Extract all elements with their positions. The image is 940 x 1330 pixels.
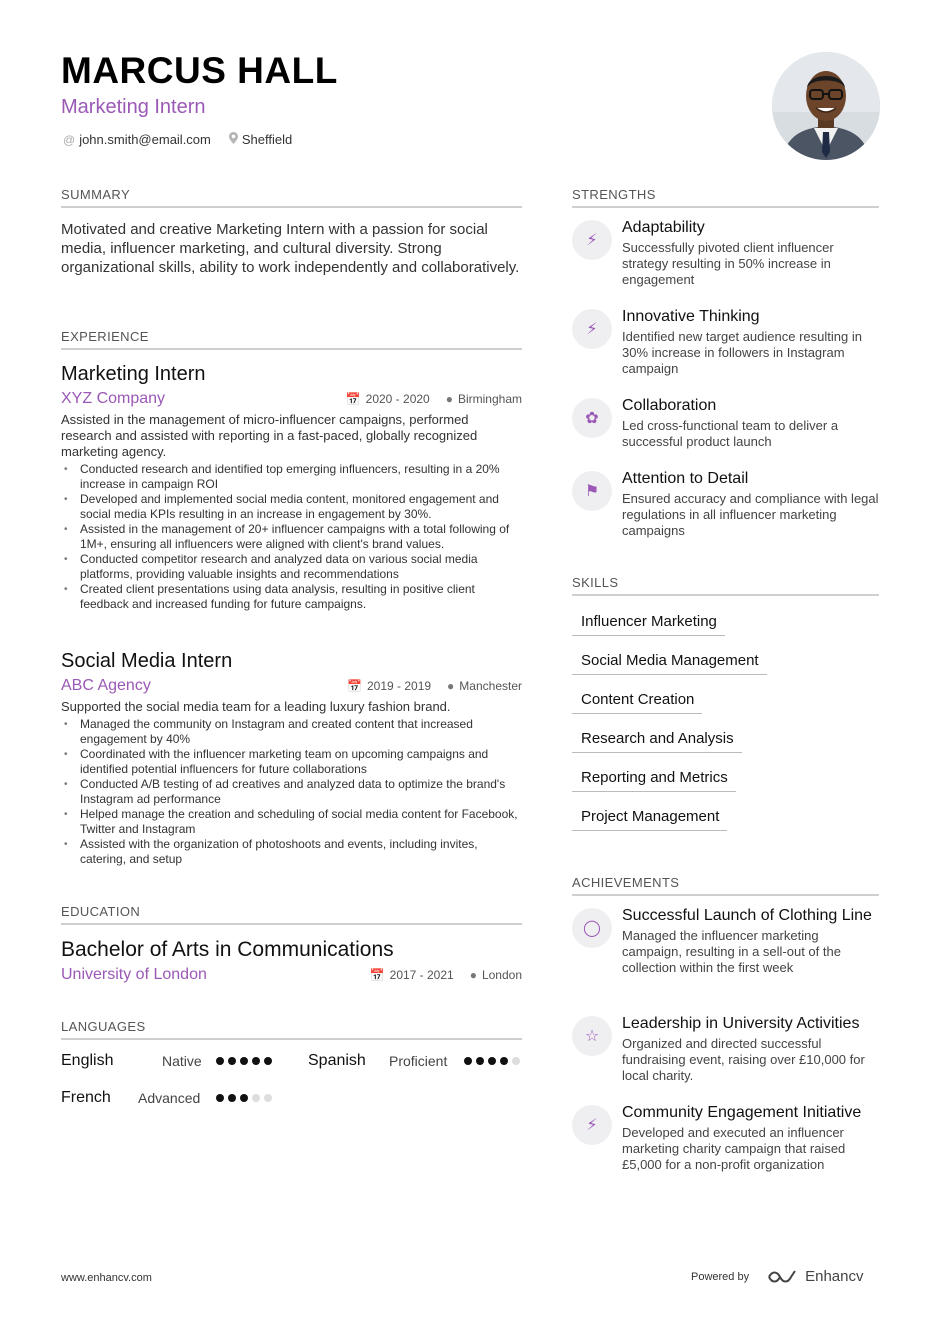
email-text: john.smith@email.com — [79, 132, 211, 147]
location-pin-icon: ● — [469, 968, 477, 982]
location-text: Sheffield — [241, 132, 293, 147]
job-title: Social Media Intern — [61, 650, 233, 672]
job-location: ● Birmingham — [445, 392, 522, 406]
bullet-item: • Assisted with the organization of photoshoots and events, including invites, catering, and setup — [61, 837, 522, 867]
rating-dot-empty — [512, 1057, 520, 1065]
summary-text: Motivated and creative Marketing Intern with a passion for social media, influencer marketing, and cultural diversity. Strong organizational skills, ability to work independently and collaboratively. — [61, 221, 520, 276]
rating-dot-filled — [464, 1057, 472, 1065]
candidate-name: MARCUS HALL — [61, 50, 338, 91]
bullet-item: • Conducted A/B testing of ad creatives and analyzed data to optimize the brand's Instagram ad performance — [61, 777, 522, 807]
strength-title: Attention to Detail — [622, 470, 749, 487]
strength-title: Innovative Thinking — [622, 308, 760, 325]
calendar-icon: 📅 — [369, 968, 385, 982]
skill-tag: Content Creation — [572, 691, 702, 714]
achievement-desc: Organized and directed successful fundraising event, raising over £10,000 for local charity. — [622, 1036, 865, 1083]
strength-item — [572, 396, 880, 450]
brand-name: Enhancv — [805, 1268, 864, 1285]
calendar-icon: 📅 — [347, 679, 362, 693]
achievement-title: Community Engagement Initiative — [622, 1104, 862, 1121]
language-item — [308, 1052, 520, 1070]
language-level: Native — [162, 1053, 202, 1069]
degree-title: Bachelor of Arts in Communications — [61, 938, 394, 961]
achievement-item — [572, 1014, 880, 1084]
language-name: English — [61, 1052, 114, 1069]
achievement-title: Leadership in University Activities — [622, 1015, 860, 1032]
language-rating — [216, 1057, 272, 1065]
experience-entry — [61, 650, 522, 867]
school-name: University of London — [61, 966, 207, 983]
footer-url[interactable]: www.enhancv.com — [61, 1272, 152, 1284]
edu-dates: 📅 2017 - 2021 — [369, 968, 454, 982]
bolt-icon: ⚡︎ — [572, 1105, 612, 1145]
strength-desc: Identified new target audience resulting in 30% increase in followers in Instagram campaign — [622, 329, 862, 376]
education-entry — [61, 938, 522, 984]
rating-dot-filled — [216, 1094, 224, 1102]
bullet-item: • Conducted research and identified top emerging influencers, resulting in a 20% increase in campaign ROI — [61, 462, 522, 492]
at-icon: @ — [63, 132, 76, 147]
bolt-icon: ⚡︎ — [572, 309, 612, 349]
contact-info — [63, 132, 292, 147]
skill-tag: Research and Analysis — [572, 730, 742, 753]
brand-logo[interactable] — [767, 1268, 863, 1285]
strength-title: Collaboration — [622, 397, 717, 414]
company-name: XYZ Company — [61, 390, 166, 407]
job-bullets — [61, 717, 522, 867]
bullet-item: • Coordinated with the influencer marketing team on upcoming campaigns and identified potential influencers for future collaborations — [61, 747, 522, 777]
skill-tag: Reporting and Metrics — [572, 769, 736, 792]
job-bullets — [61, 462, 522, 612]
rating-dot-empty — [252, 1094, 260, 1102]
bullet-item: • Created client presentations using data analysis, resulting in positive client feedback and increased funding for future campaigns. — [61, 582, 522, 612]
star-icon: ☆ — [572, 1016, 612, 1056]
job-dates: 📅 2019 - 2019 — [347, 679, 432, 693]
rating-dot-filled — [500, 1057, 508, 1065]
edu-location: ● London — [469, 968, 522, 982]
flag-icon: ⚑ — [572, 471, 612, 511]
skills-heading: SKILLS — [572, 575, 879, 596]
skill-tag: Influencer Marketing — [572, 613, 725, 636]
bullet-item: • Helped manage the creation and scheduling of social media content for Facebook, Twitter and Instagram — [61, 807, 522, 837]
company-name: ABC Agency — [61, 677, 151, 694]
strength-desc: Successfully pivoted client influencer strategy resulting in 50% increase in engagement — [622, 240, 834, 287]
rating-dot-filled — [476, 1057, 484, 1065]
bolt-icon: ⚡︎ — [572, 220, 612, 260]
rating-dot-filled — [240, 1094, 248, 1102]
location-pin-icon — [229, 132, 238, 147]
bullet-item: • Developed and implemented social media content, monitored engagement and social media KPIs resulting in an increase in engagement by 30%. — [61, 492, 522, 522]
job-description: Assisted in the management of micro-influencer campaigns, performed research and assisted with reporting in a fast-paced, globally recognized marketing agency. — [61, 412, 478, 459]
language-level: Advanced — [138, 1090, 201, 1106]
achievement-desc: Developed and executed an influencer marketing charity campaign that raised £5,000 for a non-profit organization — [622, 1125, 846, 1172]
achievement-item — [572, 906, 880, 976]
profile-photo — [772, 52, 880, 160]
bullet-item: • Conducted competitor research and analyzed data on various social media platforms, providing valuable insights and recommendations — [61, 552, 522, 582]
achievement-desc: Managed the influencer marketing campaign, resulting in a sell-out of the collection within the first week — [622, 928, 841, 975]
strength-item — [572, 307, 880, 377]
achievements-heading: ACHIEVEMENTS — [572, 875, 879, 896]
language-item — [61, 1052, 272, 1070]
experience-heading: EXPERIENCE — [61, 329, 522, 350]
strength-desc: Ensured accuracy and compliance with legal regulations in all influencer marketing campaigns — [622, 491, 879, 538]
strength-title: Adaptability — [622, 219, 705, 236]
skill-tag: Social Media Management — [572, 652, 767, 675]
rating-dot-filled — [488, 1057, 496, 1065]
job-title: Marketing Intern — [61, 363, 206, 385]
candidate-role: Marketing Intern — [61, 96, 206, 118]
strength-desc: Led cross-functional team to deliver a successful product launch — [622, 418, 839, 449]
strength-item — [572, 469, 880, 539]
powered-by-label: Powered by — [691, 1270, 750, 1283]
language-name: French — [61, 1089, 111, 1106]
job-dates: 📅 2020 - 2020 — [345, 392, 430, 406]
strengths-heading: STRENGTHS — [572, 187, 879, 208]
location-pin-icon: ● — [447, 679, 455, 693]
rating-dot-filled — [264, 1057, 272, 1065]
language-rating — [216, 1094, 272, 1102]
language-rating — [464, 1057, 520, 1065]
rating-dot-filled — [252, 1057, 260, 1065]
summary-heading: SUMMARY — [61, 187, 522, 208]
lightbulb-icon: ◯ — [572, 908, 612, 948]
enhancv-logo-icon — [767, 1269, 799, 1285]
education-heading: EDUCATION — [61, 904, 522, 925]
footer-branding — [691, 1268, 863, 1285]
rating-dot-filled — [228, 1057, 236, 1065]
rating-dot-empty — [264, 1094, 272, 1102]
job-description: Supported the social media team for a leading luxury fashion brand. — [61, 699, 451, 714]
location-item — [229, 132, 292, 147]
achievement-title: Successful Launch of Clothing Line — [622, 907, 872, 924]
bullet-item: • Managed the community on Instagram and created content that increased engagement by 40% — [61, 717, 522, 747]
experience-entry — [61, 363, 522, 612]
rating-dot-filled — [240, 1057, 248, 1065]
award-icon: ✿ — [572, 398, 612, 438]
languages-heading: LANGUAGES — [61, 1019, 522, 1040]
strength-item — [572, 218, 880, 288]
skill-tag: Project Management — [572, 808, 727, 831]
email-item[interactable] — [63, 132, 211, 147]
job-location: ● Manchester — [447, 679, 522, 693]
bullet-item: • Assisted in the management of 20+ influencer campaigns with a total following of 1M+, ensuring all influencers were aligned with client's brand values. — [61, 522, 522, 552]
language-item — [61, 1089, 272, 1107]
achievement-item — [572, 1103, 880, 1173]
rating-dot-filled — [228, 1094, 236, 1102]
language-level: Proficient — [389, 1053, 448, 1069]
rating-dot-filled — [216, 1057, 224, 1065]
calendar-icon: 📅 — [345, 392, 361, 406]
language-name: Spanish — [308, 1052, 366, 1069]
location-pin-icon: ● — [445, 392, 453, 406]
